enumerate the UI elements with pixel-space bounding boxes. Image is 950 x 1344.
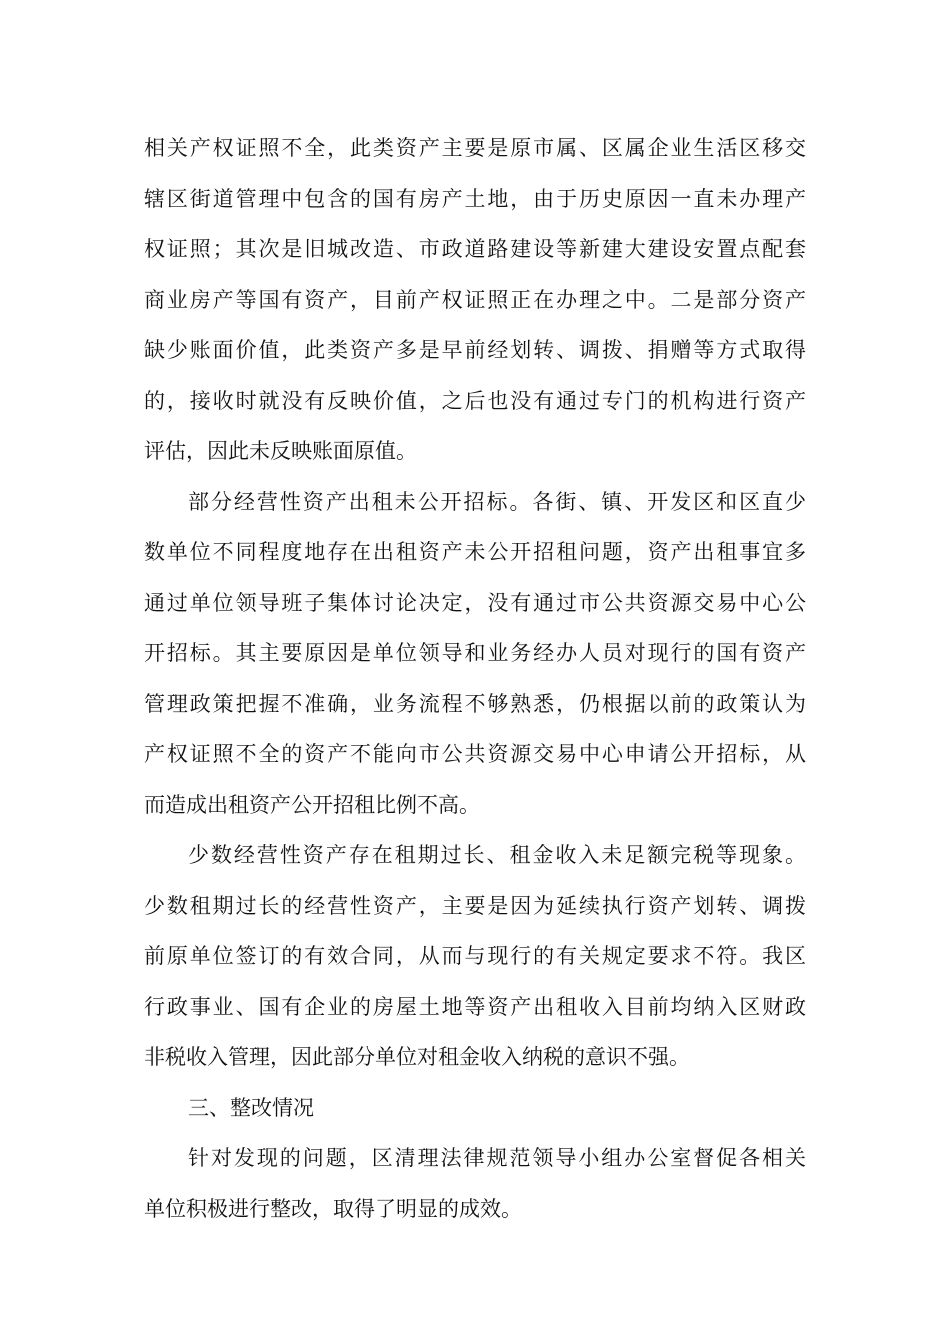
text-line: 相关产权证照不全，此类资产主要是原市属、区属企业生活区移交 bbox=[144, 136, 806, 160]
text-line: 少数租期过长的经营性资产，主要是因为延续执行资产划转、调拨 bbox=[144, 893, 806, 918]
text-line: 通过单位领导班子集体讨论决定，没有通过市公共资源交易中心公 bbox=[144, 590, 806, 615]
document-body bbox=[144, 126, 806, 1237]
text-line: 少数经营性资产存在租期过长、租金收入未足额完税等现象。 bbox=[188, 843, 806, 867]
text-line: 辖区街道管理中包含的国有房产土地，由于历史原因一直未办理产 bbox=[144, 186, 806, 211]
text-line: 数单位不同程度地存在出租资产未公开招租问题，资产出租事宜多 bbox=[144, 540, 806, 564]
text-line: 非税收入管理，因此部分单位对租金收入纳税的意识不强。 bbox=[144, 1045, 690, 1069]
text-line: 前原单位签订的有效合同，从而与现行的有关规定要求不符。我区 bbox=[144, 944, 806, 968]
text-line: 单位积极进行整改，取得了明显的成效。 bbox=[144, 1196, 522, 1221]
text-line: 针对发现的问题，区清理法律规范领导小组办公室督促各相关 bbox=[188, 1146, 806, 1170]
text-line: 权证照；其次是旧城改造、市政道路建设等新建大建设安置点配套 bbox=[144, 237, 806, 261]
text-line: 开招标。其主要原因是单位领导和业务经办人员对现行的国有资产 bbox=[144, 641, 806, 665]
text-line: 管理政策把握不准确，业务流程不够熟悉，仍根据以前的政策认为 bbox=[144, 691, 806, 716]
text-line: 而造成出租资产公开招租比例不高。 bbox=[144, 792, 480, 817]
text-line: 缺少账面价值，此类资产多是早前经划转、调拨、捐赠等方式取得 bbox=[144, 338, 806, 362]
text-line: 三、整改情况 bbox=[188, 1095, 314, 1120]
text-line: 的，接收时就没有反映价值，之后也没有通过专门的机构进行资产 bbox=[144, 388, 806, 413]
text-line: 产权证照不全的资产不能向市公共资源交易中心申请公开招标，从 bbox=[144, 742, 806, 766]
text-line: 行政事业、国有企业的房屋土地等资产出租收入目前均纳入区财政 bbox=[144, 994, 806, 1019]
text-line: 评估，因此未反映账面原值。 bbox=[144, 439, 417, 463]
text-line: 部分经营性资产出租未公开招标。各街、镇、开发区和区直少 bbox=[188, 489, 806, 514]
text-line: 商业房产等国有资产，目前产权证照正在办理之中。二是部分资产 bbox=[144, 287, 806, 312]
